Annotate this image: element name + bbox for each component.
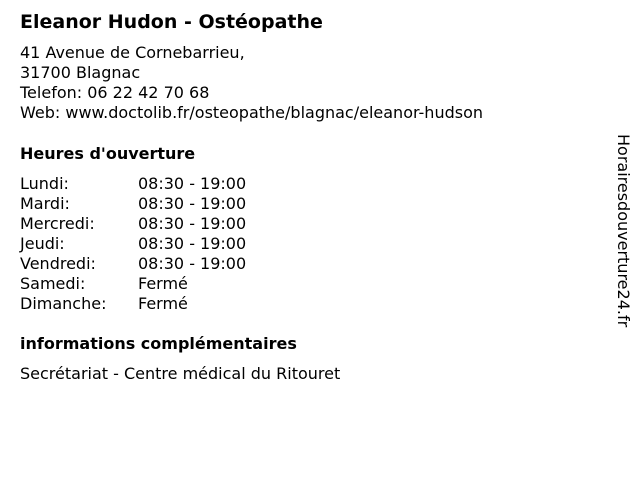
info-heading: informations complémentaires (20, 334, 297, 353)
day-label: Lundi: (20, 174, 69, 193)
day-label: Jeudi: (20, 234, 65, 253)
day-hours: 08:30 - 19:00 (138, 234, 247, 253)
address-line-street: 41 Avenue de Cornebarrieu, (20, 43, 245, 62)
hours-row-vendredi (20, 254, 246, 274)
contact-block (20, 43, 483, 123)
opening-hours-table (20, 174, 246, 314)
business-name: Eleanor Hudon - Ostéopathe (20, 11, 323, 33)
day-hours: 08:30 - 19:00 (138, 174, 247, 193)
day-hours: Fermé (138, 294, 188, 313)
day-hours: 08:30 - 19:00 (138, 194, 247, 213)
day-hours: 08:30 - 19:00 (138, 254, 247, 273)
site-watermark: Horairesdouverture24.fr (614, 134, 633, 328)
day-label: Vendredi: (20, 254, 96, 273)
hours-heading: Heures d'ouverture (20, 144, 196, 163)
day-label: Mardi: (20, 194, 70, 213)
day-label: Mercredi: (20, 214, 95, 233)
hours-row-mercredi (20, 214, 246, 234)
day-hours: 08:30 - 19:00 (138, 214, 247, 233)
hours-row-samedi (20, 274, 246, 294)
day-label: Samedi: (20, 274, 86, 293)
website-line: Web: www.doctolib.fr/osteopathe/blagnac/eleanor-hudson (20, 103, 484, 122)
hours-row-jeudi (20, 234, 246, 254)
address-line-city: 31700 Blagnac (20, 63, 141, 82)
day-label: Dimanche: (20, 294, 107, 313)
info-text: Secrétariat - Centre médical du Ritouret (20, 364, 341, 383)
phone-line: Telefon: 06 22 42 70 68 (20, 83, 210, 102)
hours-row-dimanche (20, 294, 246, 314)
hours-row-lundi (20, 174, 246, 194)
day-hours: Fermé (138, 274, 188, 293)
hours-row-mardi (20, 194, 246, 214)
